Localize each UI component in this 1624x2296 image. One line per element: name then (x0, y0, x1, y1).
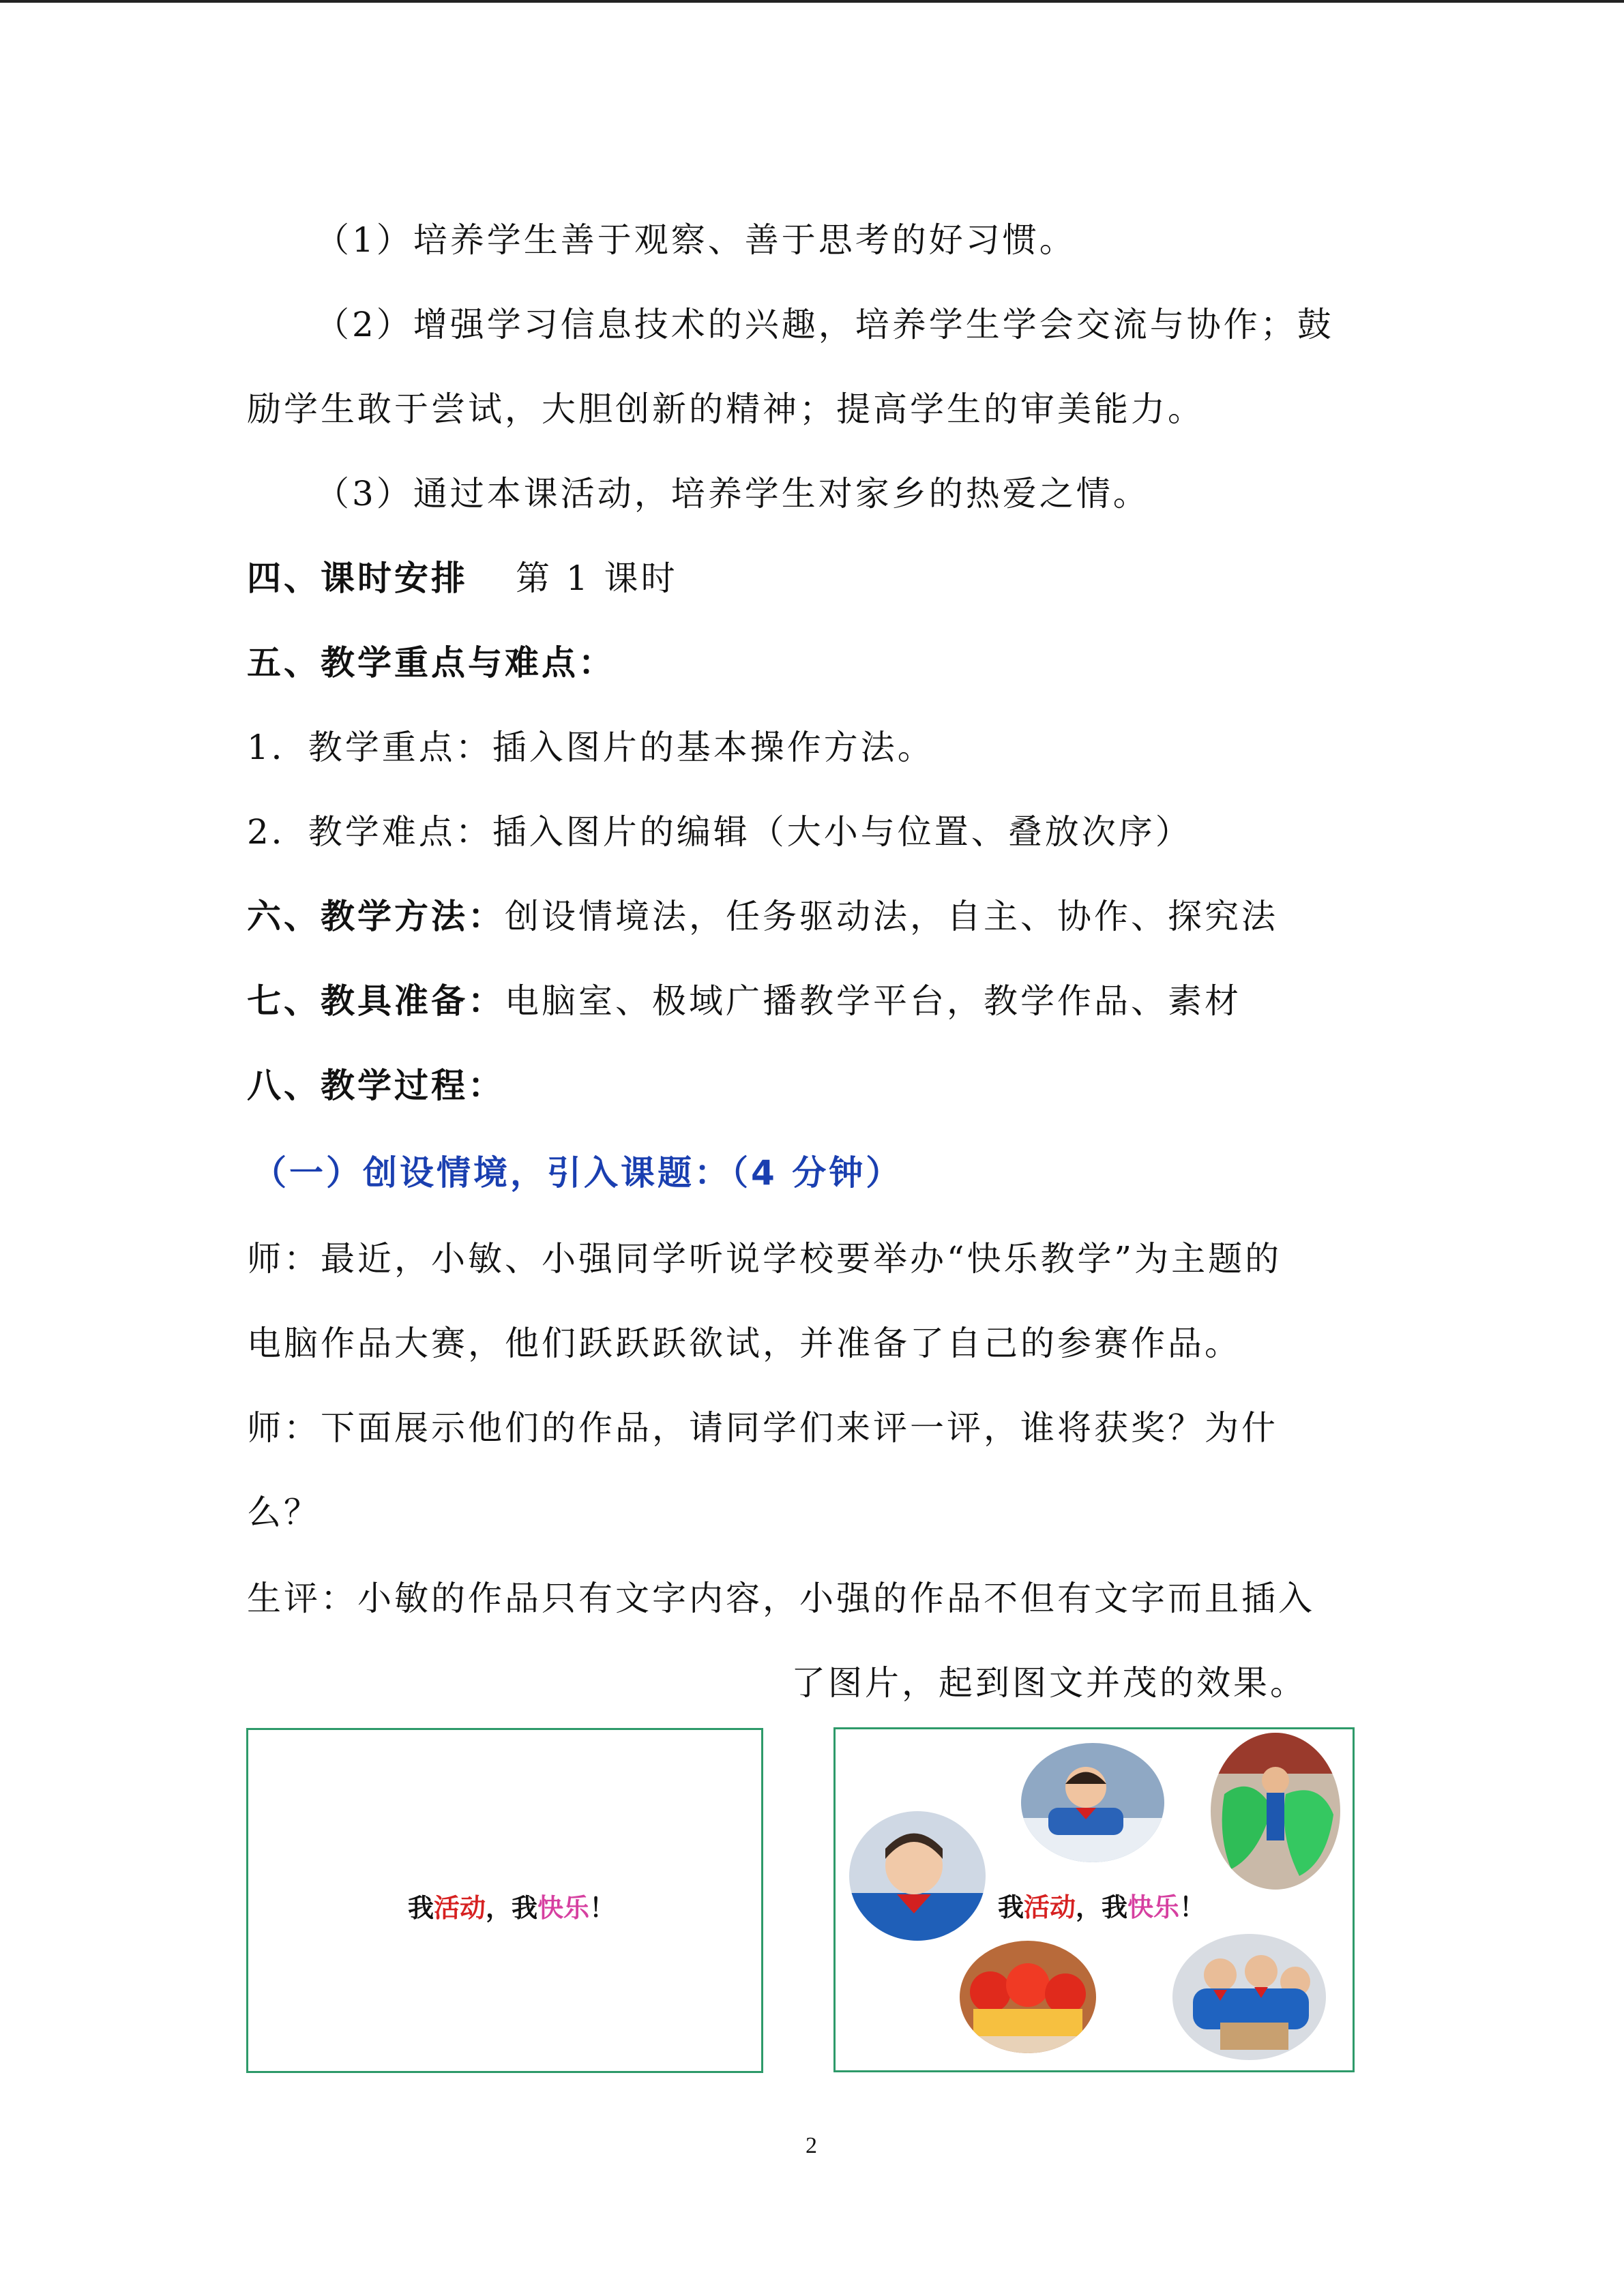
objective-2-line-2: 励学生敢于尝试，大胆创新的精神；提高学生的审美能力。 (247, 389, 1205, 429)
slide-title-part: ！ (1179, 1892, 1206, 1922)
section-5-item-1: 1．教学重点：插入图片的基本操作方法。 (247, 728, 934, 767)
student-line-1a: 生评：小敏的作品只有文字内容，小强的作品不但有文字而且插入 (247, 1579, 1315, 1618)
students-group-photo (1172, 1934, 1326, 2060)
red-dance-photo (960, 1941, 1096, 2053)
page-number: 2 (806, 2133, 817, 2158)
section-6-heading: 六、教学方法： (247, 896, 505, 936)
slide-title-part: ！ (589, 1892, 616, 1923)
slide-title-left (408, 1887, 615, 1924)
objective-3: （3）通过本课活动，培养学生对家乡的热爱之情。 (315, 474, 1150, 513)
slide-title-part: 活动 (1024, 1892, 1076, 1922)
slide-title-part: 快乐 (1127, 1892, 1180, 1922)
objective-1: （1）培养学生善于观察、善于思考的好习惯。 (315, 220, 1076, 260)
subsection-1-heading: （一）创设情境，引入课题：（4 分钟） (252, 1153, 903, 1193)
objective-2-line-1: （2）增强学习信息技术的兴趣，培养学生学会交流与协作；鼓 (315, 305, 1334, 344)
students-desk-photo (1021, 1743, 1164, 1862)
section-7-heading: 七、教具准备： (247, 981, 505, 1021)
section-5-heading: 五、教学重点与难点： (247, 642, 615, 683)
section-7 (247, 981, 1241, 1022)
section-4-heading: 四、课时安排 (247, 558, 468, 598)
section-6 (247, 896, 1278, 937)
teacher-line-2b: 么？ (247, 1493, 321, 1532)
slide-title-part: 我 (998, 1892, 1024, 1922)
section-4-value: 第 1 课时 (516, 558, 678, 598)
slide-title-part: ，我 (1076, 1892, 1128, 1922)
section-6-value: 创设情境法，任务驱动法，自主、协作、探究法 (505, 897, 1278, 936)
section-8-heading: 八、教学过程： (247, 1065, 505, 1105)
slide-title-part: 快乐 (537, 1892, 590, 1923)
section-4 (247, 558, 678, 599)
teacher-line-1b: 电脑作品大赛，他们跃跃跃欲试，并准备了自己的参赛作品。 (247, 1324, 1241, 1363)
slide-title-part: ，我 (486, 1892, 538, 1923)
top-rule (0, 0, 1624, 3)
dancing-green-photo (1211, 1733, 1340, 1890)
slide-title-part: 活动 (434, 1892, 486, 1923)
student-writing-photo (849, 1811, 986, 1941)
slide-text-only (246, 1728, 763, 2073)
slide-title-part: 我 (408, 1892, 434, 1923)
slide-title-right (998, 1886, 1205, 1924)
teacher-line-1a: 师：最近，小敏、小强同学听说学校要举办“快乐教学”为主题的 (247, 1239, 1282, 1279)
section-7-value: 电脑室、极域广播教学平台，教学作品、素材 (505, 981, 1241, 1021)
section-5-item-2: 2．教学难点：插入图片的编辑（大小与位置、叠放次序） (247, 812, 1192, 852)
student-line-1b: 了图片，起到图文并茂的效果。 (791, 1663, 1307, 1703)
slide-with-pictures (833, 1727, 1355, 2072)
teacher-line-2a: 师：下面展示他们的作品，请同学们来评一评，谁将获奖？为什 (247, 1408, 1278, 1448)
